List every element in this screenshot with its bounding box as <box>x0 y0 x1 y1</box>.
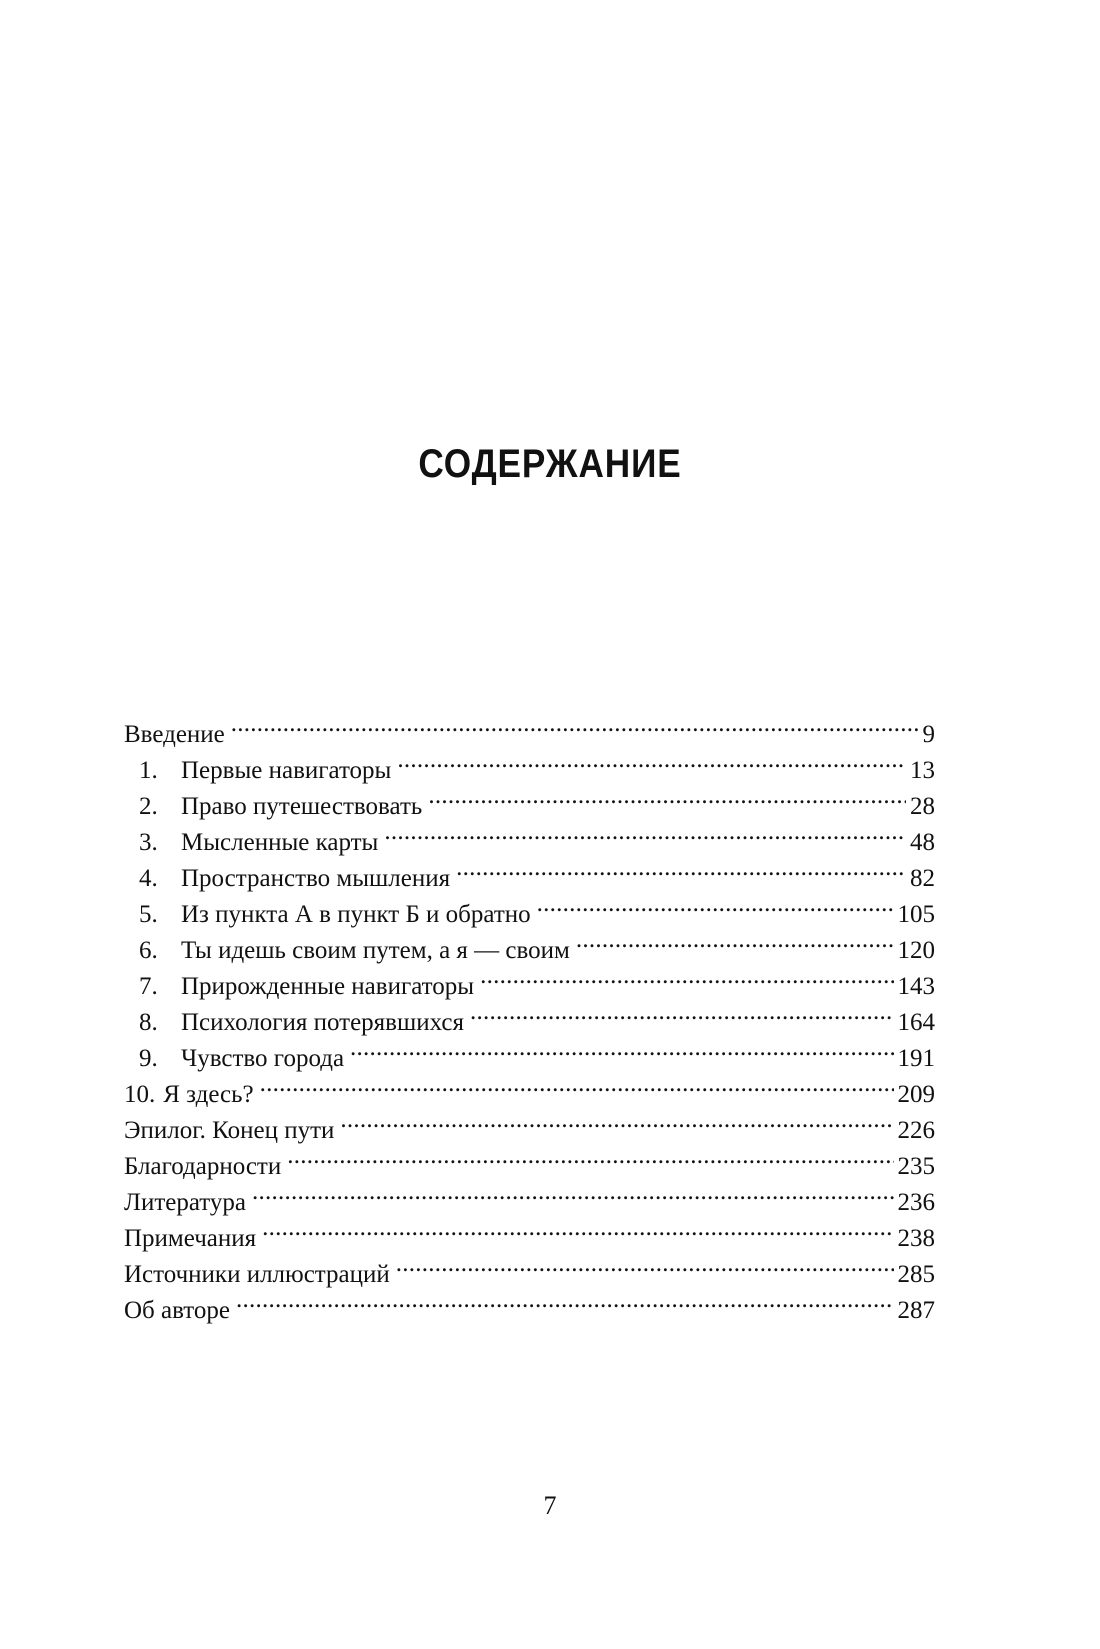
toc-leader-dots <box>340 1102 893 1138</box>
toc-leader-dots <box>470 994 894 1030</box>
toc-entry-page: 105 <box>897 901 935 928</box>
toc-leader-dots <box>260 1066 894 1102</box>
toc-entry-number: 8. <box>139 1009 158 1036</box>
toc-entry-label: Литература <box>124 1189 246 1216</box>
toc-entry-number: 5. <box>139 901 158 928</box>
toc-entry-page: 226 <box>897 1117 935 1144</box>
toc-leader-dots <box>384 814 906 850</box>
toc-entry-page: 28 <box>910 793 935 820</box>
toc-entry-label: Источники иллюстраций <box>124 1261 390 1288</box>
toc-entry-label: Благодарности <box>124 1153 282 1180</box>
toc-leader-dots <box>428 778 906 814</box>
toc-entry-label: Мысленные карты <box>181 829 379 856</box>
toc-entry-page: 120 <box>897 937 935 964</box>
toc-entry-number: 4. <box>139 865 158 892</box>
toc-entry-page: 236 <box>897 1189 935 1216</box>
toc-leader-dots <box>287 1138 893 1174</box>
toc-leader-dots <box>456 850 906 886</box>
toc-entry-page: 191 <box>897 1045 935 1072</box>
toc-entry-introduction[interactable] <box>124 706 935 748</box>
toc-entry-number: 2. <box>139 793 158 820</box>
page-title: СОДЕРЖАНИЕ <box>418 442 682 486</box>
toc-entry-label: Я здесь? <box>163 1081 254 1108</box>
toc-entry-label: Пространство мышления <box>181 865 451 892</box>
toc-entry-number: 10. <box>124 1081 156 1108</box>
toc-entry-page: 164 <box>897 1009 935 1036</box>
toc-leader-dots <box>252 1174 894 1210</box>
toc-leader-dots <box>397 742 906 778</box>
toc-leader-dots <box>236 1282 894 1318</box>
toc-entry-label: Психология потерявшихся <box>181 1009 464 1036</box>
toc-leader-dots <box>576 922 894 958</box>
toc-leader-dots <box>350 1030 893 1066</box>
toc-entry-page: 13 <box>910 757 935 784</box>
toc-entry-page: 285 <box>897 1261 935 1288</box>
toc-entry-page: 48 <box>910 829 935 856</box>
toc-leader-dots <box>396 1246 894 1282</box>
toc-entry-page: 235 <box>897 1153 935 1180</box>
toc-entry-label: Об авторе <box>124 1297 230 1324</box>
toc-entry-label: Введение <box>124 721 225 748</box>
toc-entry-number: 1. <box>139 757 158 784</box>
toc-entry-page: 82 <box>910 865 935 892</box>
toc-entry-label: Прирожденные навигаторы <box>181 973 475 1000</box>
toc-entry-number: 7. <box>139 973 158 1000</box>
toc-leader-dots <box>480 958 893 994</box>
toc-entry-label: Ты идешь своим путем, а я — своим <box>181 937 570 964</box>
toc-entry-about-author[interactable] <box>124 1282 935 1324</box>
toc-entry-number: 6. <box>139 937 158 964</box>
toc-entry-page: 209 <box>897 1081 935 1108</box>
toc-entry-label: Из пункта А в пункт Б и обратно <box>181 901 531 928</box>
toc-entry-number: 3. <box>139 829 158 856</box>
toc-leader-dots <box>262 1210 893 1246</box>
toc-leader-dots <box>537 886 894 922</box>
toc-entry-label: Примечания <box>124 1225 257 1252</box>
toc-entry-label: Право путешествовать <box>181 793 423 820</box>
toc-entry-label: Чувство города <box>181 1045 345 1072</box>
toc-entry-page: 9 <box>922 721 935 748</box>
toc-entry-page: 143 <box>897 973 935 1000</box>
table-of-contents <box>124 706 935 1324</box>
toc-leader-dots <box>231 706 919 742</box>
toc-entry-label: Первые навигаторы <box>181 757 392 784</box>
toc-entry-number: 9. <box>139 1045 158 1072</box>
toc-entry-page: 238 <box>897 1225 935 1252</box>
toc-entry-page: 287 <box>897 1297 935 1324</box>
toc-entry-label: Эпилог. Конец пути <box>124 1117 335 1144</box>
toc-entry-chapter-1[interactable] <box>124 742 935 784</box>
page-number: 7 <box>543 1491 557 1520</box>
